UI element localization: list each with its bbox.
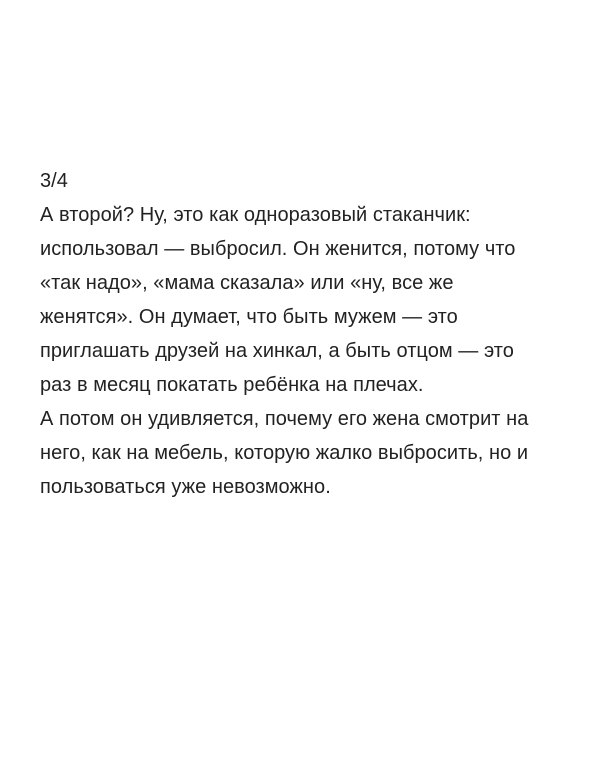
post-text-block — [40, 164, 570, 504]
text-line: использовал — выбросил. Он женится, потому что — [40, 238, 516, 260]
text-line: женятся». Он думает, что быть мужем — это — [40, 306, 458, 328]
text-line: А второй? Ну, это как одноразовый стаканчик: — [40, 204, 471, 226]
text-line: «так надо», «мама сказала» или «ну, все же — [40, 272, 454, 294]
text-line: А потом он удивляется, почему его жена смотрит на — [40, 408, 529, 430]
text-line: раз в месяц покатать ребёнка на плечах. — [40, 374, 424, 396]
page-counter: 3/4 — [40, 170, 68, 192]
text-line: приглашать друзей на хинкал, а быть отцом — это — [40, 340, 514, 362]
text-line: него, как на мебель, которую жалко выбросить, но и — [40, 442, 529, 464]
text-line: пользоваться уже невозможно. — [40, 476, 331, 498]
